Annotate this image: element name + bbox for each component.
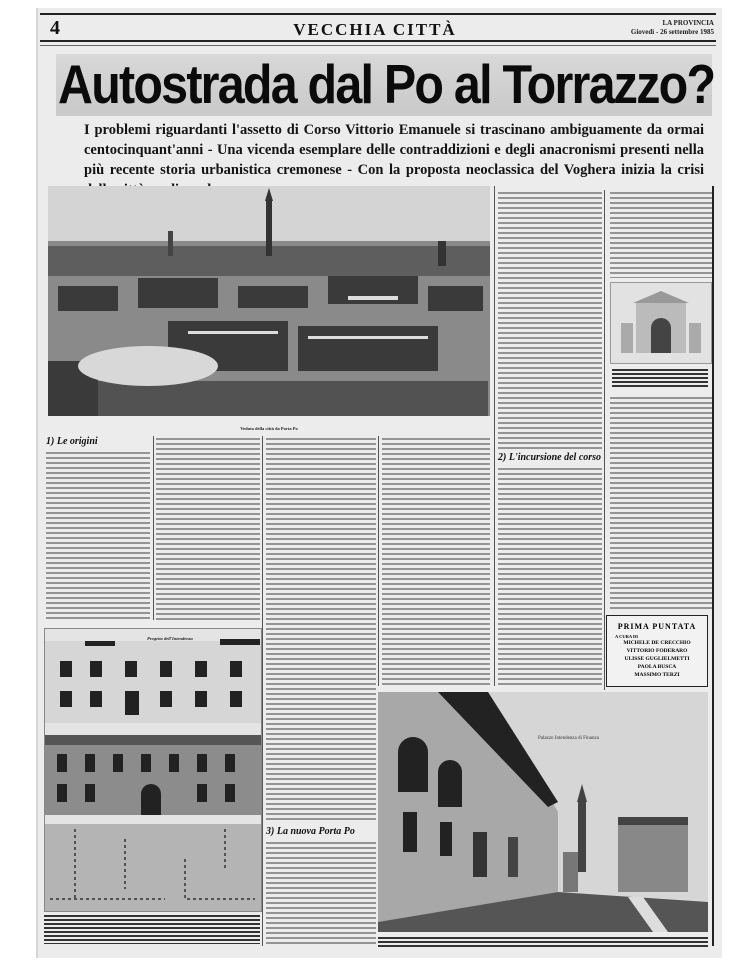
column-divider [153, 436, 154, 620]
torrazzo-tower [266, 201, 272, 256]
porta-po-drawing [610, 282, 712, 364]
panorama-image [48, 186, 490, 416]
column-divider [262, 436, 263, 946]
column-divider [604, 190, 605, 690]
series-credit-box [606, 615, 708, 687]
text-column [498, 190, 602, 452]
box-title: PRIMA PUNTATA [617, 622, 697, 631]
porta-po-caption [612, 368, 708, 388]
masthead-rule-thin [40, 45, 716, 46]
page-number: 4 [50, 17, 60, 39]
deck: I problemi riguardanti l'assetto di Corso Vittorio Emanuele si trascinano ambiguamente da ormai centocinquant'anni - Una vicenda esemplare delle contraddizioni e degli anacronismi presenti nella più recente storia urbanistica cremonese - Con la proposta neoclassica del Voghera inizia la crisi [84, 122, 704, 178]
author: ULISSE GUGLIELMETTI [624, 656, 690, 662]
elevations-drawing [44, 628, 262, 912]
section-heading: 2) L'incursione del corso [498, 452, 602, 463]
text-column [610, 190, 712, 278]
section-heading: 3) La nuova Porta Po [266, 826, 355, 837]
headline: Autostrada dal Po al Torrazzo? [58, 53, 715, 115]
top-rule [40, 13, 716, 15]
section-title: VECCHIA CITTÀ [293, 20, 457, 39]
street-caption: Palazzo Intendenza di Finanza [538, 736, 599, 741]
column-divider [494, 186, 495, 686]
porta-po-image [611, 283, 711, 363]
newspaper-info [631, 19, 714, 37]
author: MICHELE DE CRECCHIO [623, 640, 691, 646]
elevations-caption: Progetto dell'Intendenza [147, 636, 193, 641]
author: PAOLA BUSCA [637, 664, 677, 670]
author: VITTORIO FODERARO [626, 648, 688, 654]
masthead-rule [40, 40, 716, 42]
elevations-caption-text [44, 914, 260, 944]
elevations-image [45, 629, 261, 911]
street-caption-text [378, 936, 708, 948]
panorama-photo [48, 186, 490, 416]
street-image [378, 692, 708, 932]
text-column [610, 395, 712, 610]
newspaper-name: LA PROVINCIA [662, 19, 714, 27]
street-photo [378, 692, 708, 932]
panorama-caption: Veduta della città da Porta Po [240, 426, 298, 431]
text-column [266, 436, 376, 820]
text-column [156, 436, 260, 620]
column-divider [378, 436, 379, 686]
author: MASSIMO TERZI [634, 672, 680, 678]
section-heading: 1) Le origini [46, 436, 98, 447]
box-credit: A CURA DI [615, 634, 639, 639]
text-column [382, 436, 490, 686]
text-column [46, 450, 150, 620]
text-column [498, 466, 602, 686]
issue-date: Giovedì - 26 settembre 1985 [630, 28, 714, 36]
text-column [266, 840, 376, 944]
right-edge-rule [712, 186, 714, 946]
